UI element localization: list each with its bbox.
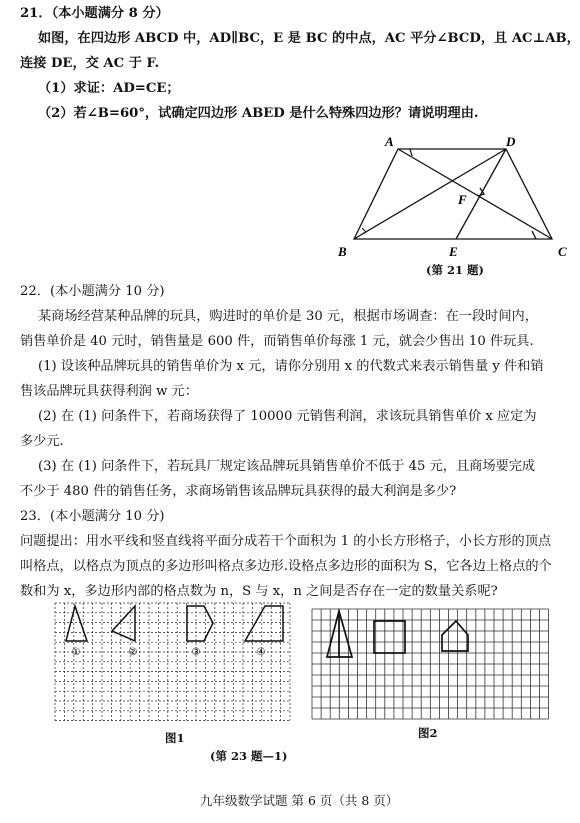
q23-header: 23．(本小题满分 10 分) xyxy=(20,509,165,524)
q21-statement-line2: 连接 DE，交 AC 于 F. xyxy=(20,56,160,71)
polygon-label-2: ② xyxy=(128,647,138,658)
q22-statement-line2: 销售单价是 40 元时，销售量是 600 件，而销售单价每涨 1 元，就会少售出 10 件玩具. xyxy=(20,334,534,349)
fig2-pentagon xyxy=(442,621,468,651)
fig2-rectangle xyxy=(374,621,405,653)
q23-figure-caption: (第 23 题—1) xyxy=(210,749,288,763)
q23-figure2-caption: 图2 xyxy=(418,726,438,740)
q21-statement-line1: 如图，在四边形 ABCD 中，AD∥BC，E 是 BC 的中点，AC 平分∠BCD，且 AC⊥AB， xyxy=(38,31,580,46)
q22-part3-line2: 不少于 480 件的销售任务，求商场销售该品牌玩具获得的最大利润是多少? xyxy=(20,484,457,499)
q23-statement-line3: 数和为 x，多边形内部的格点数为 n，S 与 x，n 之间是否存在一定的数量关系呢? xyxy=(20,584,498,599)
q21-figure-caption: (第 21 题) xyxy=(426,263,484,277)
lattice-polygon-4 xyxy=(245,606,283,641)
polygon-label-3: ③ xyxy=(191,647,201,658)
point-label-b: B xyxy=(338,244,347,259)
point-label-e: E xyxy=(449,244,458,259)
q22-part3-line1: (3) 在 (1) 问条件下，若玩具厂规定该品牌玩具销售单价不低于 45 元，且商场要完成 xyxy=(38,459,536,474)
lattice-polygon-1 xyxy=(66,606,87,641)
point-label-c: C xyxy=(558,244,567,259)
point-label-d: D xyxy=(506,134,516,149)
page-footer: 九年级数学试题 第 6 页（共 8 页） xyxy=(200,793,399,808)
q22-header: 22．(本小题满分 10 分) xyxy=(20,284,165,299)
q23-statement-line2: 叫格点，以格点为顶点的多边形叫格点多边形.设格点多边形的面积为 S，它各边上格点的个 xyxy=(20,559,552,574)
point-label-f: F xyxy=(458,192,467,207)
q22-statement-line1: 某商场经营某种品牌的玩具，购进时的单价是 30 元，根据市场调查：在一段时间内， xyxy=(38,309,538,324)
q21-geometry-figure xyxy=(330,132,570,272)
q21-part1: （1）求证：AD=CE； xyxy=(38,81,180,96)
q23-figure1-lattice-grid xyxy=(55,603,290,728)
q22-part2-line2: 多少元. xyxy=(20,434,64,449)
lattice-polygon-2 xyxy=(112,606,135,641)
q22-part1-line2: 售该品牌玩具获得利润 w 元： xyxy=(20,384,198,399)
lattice-polygon-3 xyxy=(187,606,213,641)
q23-figure2-lattice-grid xyxy=(312,609,552,721)
polygon-label-1: ① xyxy=(71,647,81,658)
q23-statement-line1: 问题提出：用水平线和竖直线将平面分成若干个面积为 1 的小长方形格子，小长方形的顶点 xyxy=(20,534,552,549)
q21-header: 21．（本小题满分 8 分） xyxy=(20,6,169,21)
q23-figure1-caption: 图1 xyxy=(165,731,185,745)
q21-part2: （2）若∠B=60°，试确定四边形 ABED 是什么特殊四边形？请说明理由. xyxy=(38,106,479,121)
point-label-a: A xyxy=(385,134,394,149)
q22-part2-line1: (2) 在 (1) 问条件下，若商场获得了 10000 元销售利润，求该玩具销售单价 x 应定为 xyxy=(38,409,537,424)
polygon-label-4: ④ xyxy=(256,647,266,658)
q22-part1-line1: (1) 设该种品牌玩具的销售单价为 x 元，请你分别用 x 的代数式来表示销售量 y 件和销 xyxy=(38,359,544,374)
